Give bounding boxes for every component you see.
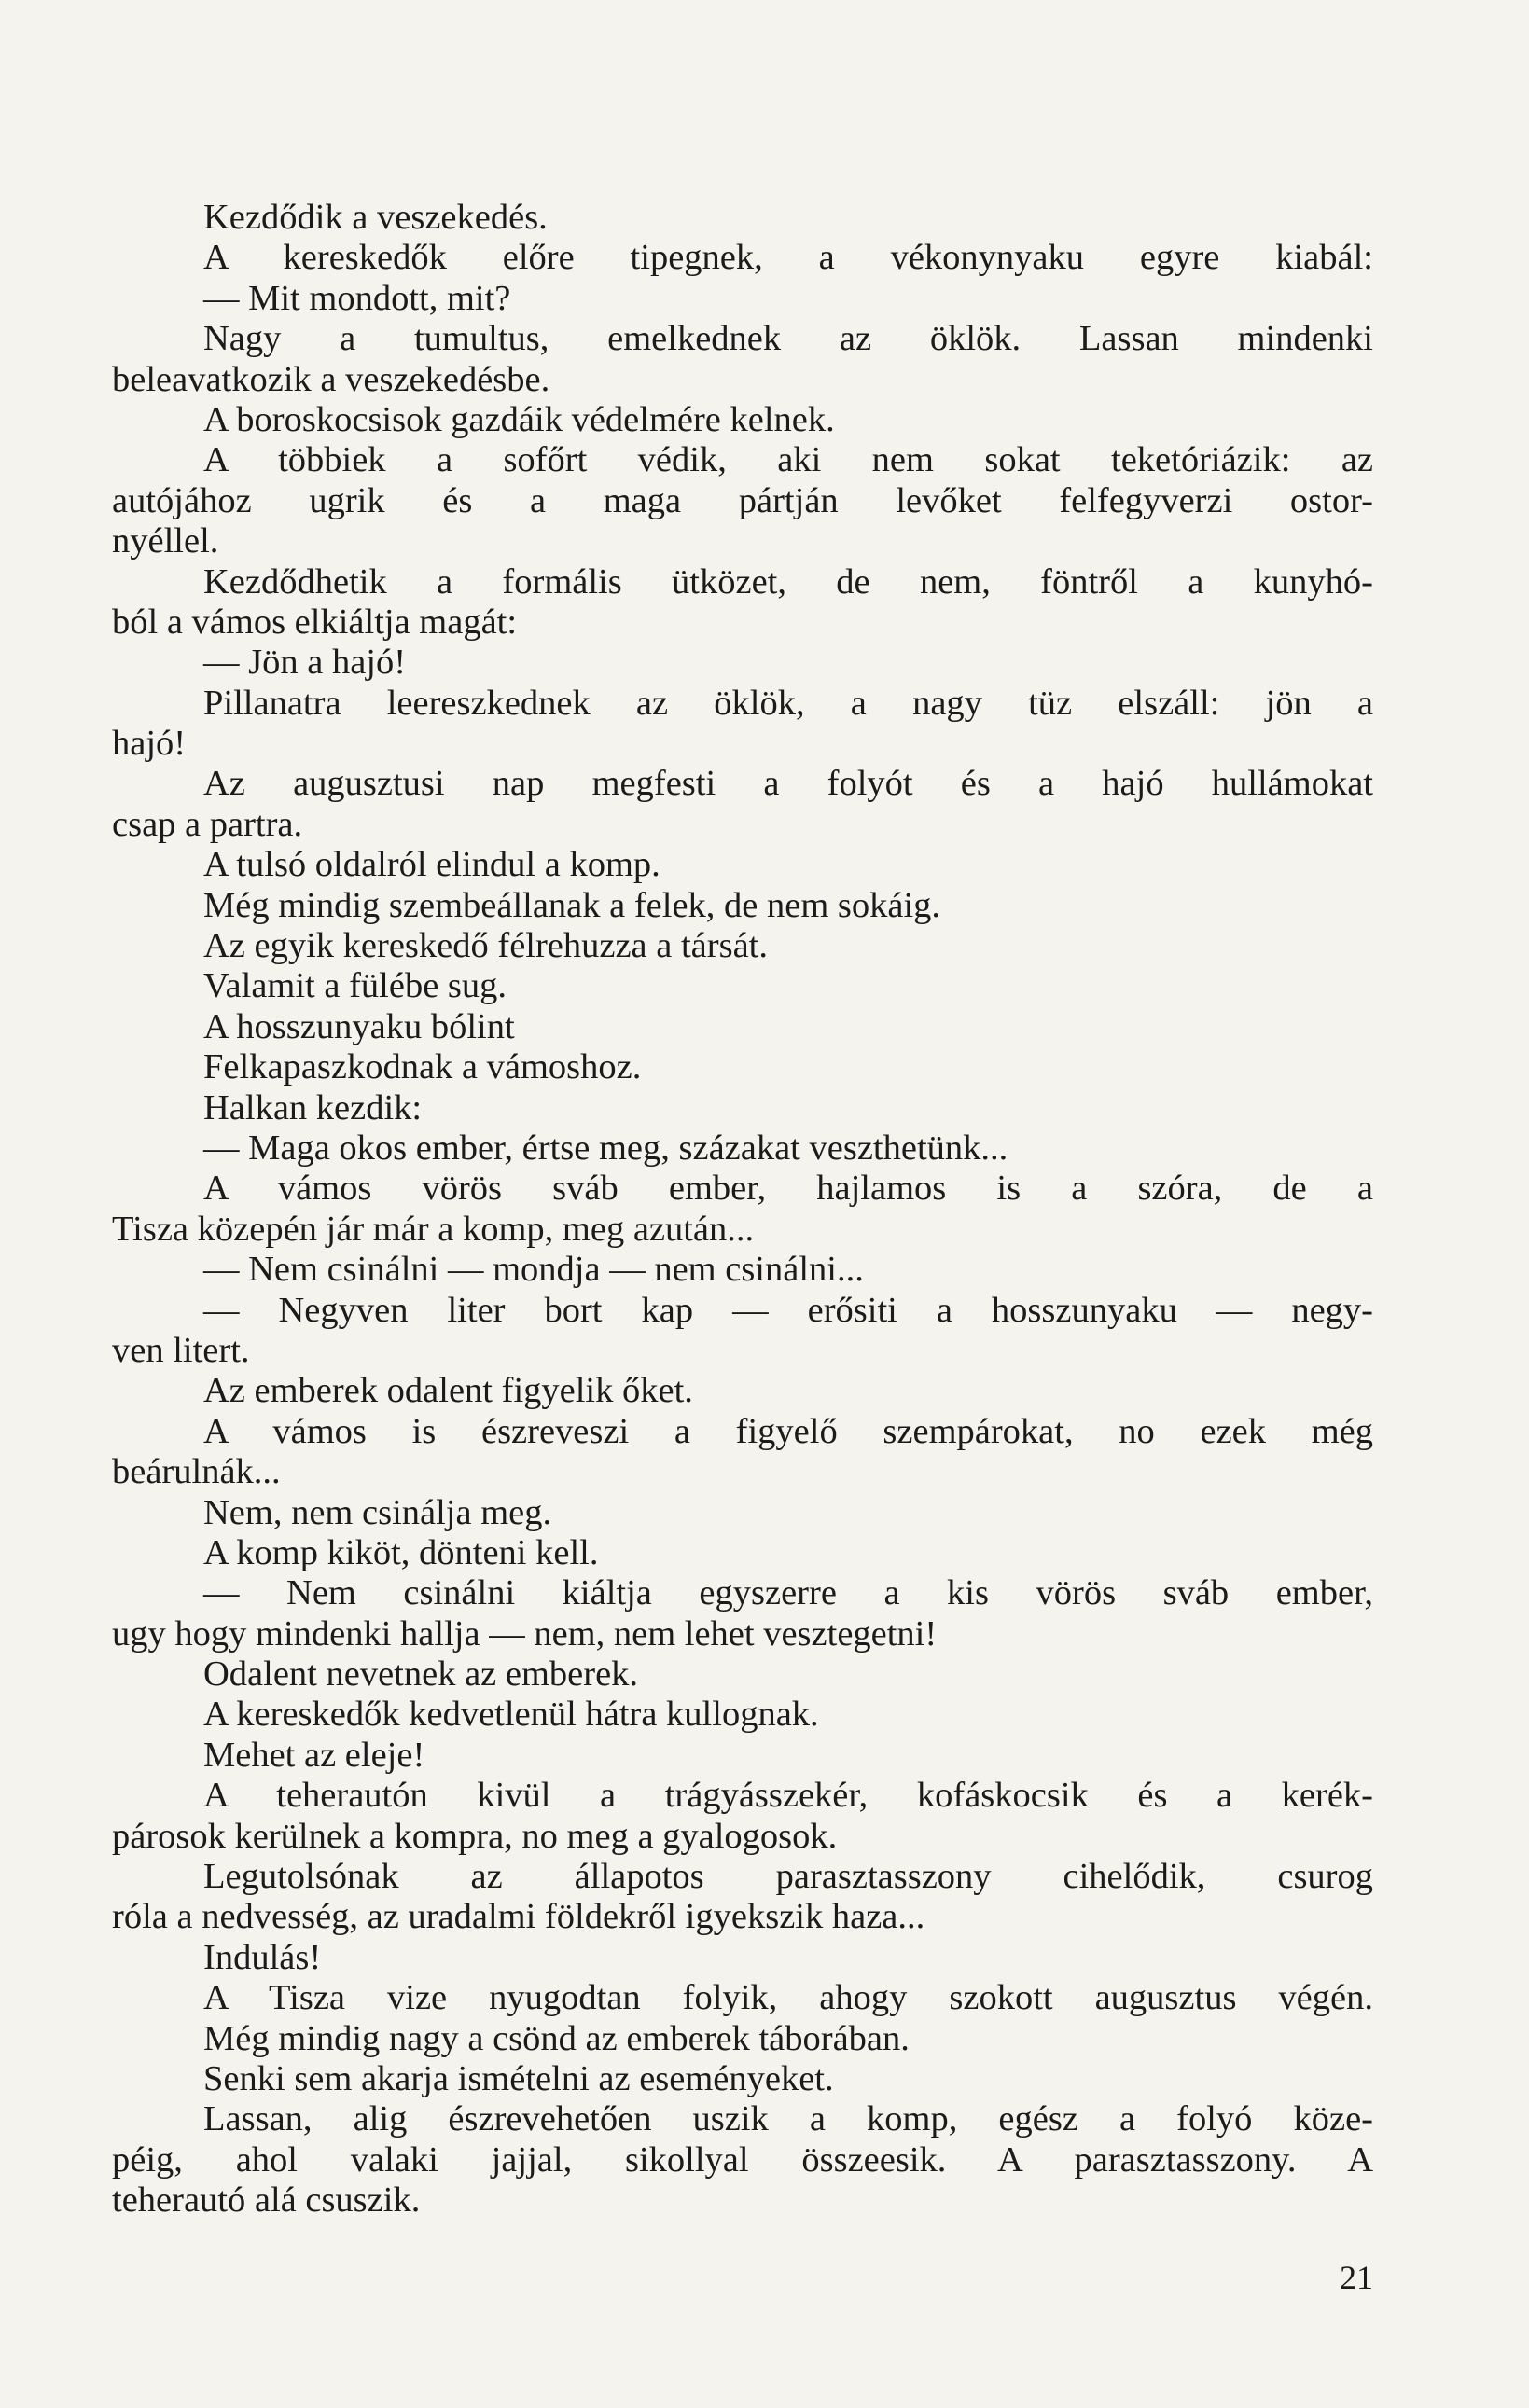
text-line: A kereskedők kedvetlenül hátra kullognak.: [203, 1695, 819, 1735]
text-line: A vámos vörös sváb ember, hajlamos is a szóra, de a: [203, 1169, 1373, 1209]
text-line: A boroskocsisok gazdáik védelmére kelnek.: [203, 399, 835, 439]
text-line: Odalent nevetnek az emberek.: [203, 1654, 639, 1695]
text-line: Nem, nem csinálja meg.: [203, 1492, 552, 1532]
text-line: hajó!: [112, 724, 187, 764]
text-line: ugy hogy mindenki hallja — nem, nem lehet vesztegetni!: [112, 1613, 938, 1654]
text-line: teherautó alá csuszik.: [112, 2180, 421, 2221]
text-line: A tulsó oldalról elindul a komp.: [203, 845, 660, 885]
text-line: — Nem csinálni kiáltja egyszerre a kis vörös sváb ember,: [203, 1573, 1373, 1613]
text-line: beleavatkozik a veszekedésbe.: [112, 359, 550, 399]
text-line: Pillanatra leereszkednek az öklök, a nagy tüz elszáll: jön a: [203, 683, 1373, 723]
text-line: Az emberek odalent figyelik őket.: [203, 1371, 693, 1411]
text-line: Valamit a fülébe sug.: [203, 966, 507, 1006]
text-line: A teherautón kivül a trágyásszekér, kofáskocsik és a kerék-: [203, 1776, 1373, 1816]
text-line: — Nem csinálni — mondja — nem csinálni...: [203, 1250, 864, 1290]
text-line: csap a partra.: [112, 804, 303, 844]
text-line: A komp kiköt, dönteni kell.: [203, 1532, 599, 1572]
text-line: A hosszunyaku bólint: [203, 1006, 515, 1046]
text-line: Tisza közepén jár már a komp, meg azután...: [112, 1209, 755, 1249]
text-line: péig, ahol valaki jajjal, sikollyal összeesik. A parasztasszony. A: [112, 2139, 1373, 2180]
text-line: A többiek a sofőrt védik, aki nem sokat teketóriázik: az: [203, 440, 1373, 480]
text-line: Lassan, alig észrevehetően uszik a komp, egész a folyó köze-: [203, 2099, 1373, 2139]
text-line: A Tisza vize nyugodtan folyik, ahogy szokott augusztus végén.: [203, 1978, 1373, 2018]
text-line: Kezdődhetik a formális ütközet, de nem, föntről a kunyhó-: [203, 561, 1373, 602]
text-line: — Jön a hajó!: [203, 643, 407, 683]
text-line: Senki sem akarja ismételni az eseményeket.: [203, 2058, 834, 2098]
text-line: Kezdődik a veszekedés.: [203, 198, 548, 237]
text-line: autójához ugrik és a maga pártján levőket felfegyverzi ostor-: [112, 480, 1373, 520]
text-line: Az augusztusi nap megfesti a folyót és a hajó hullámokat: [203, 764, 1373, 804]
text-line: Indulás!: [203, 1937, 322, 1977]
text-line: Mehet az eleje!: [203, 1735, 425, 1775]
page-text: [112, 198, 1373, 2221]
text-line: Még mindig nagy a csönd az emberek táborában.: [203, 2018, 910, 2058]
text-line: ven litert.: [112, 1330, 250, 1370]
text-line: Az egyik kereskedő félrehuzza a társát.: [203, 926, 768, 966]
text-line: párosok kerülnek a kompra, no meg a gyalogosok.: [112, 1816, 838, 1856]
text-line: Halkan kezdik:: [203, 1087, 423, 1128]
text-line: A kereskedők előre tipegnek, a vékonynyaku egyre kiabál:: [203, 238, 1373, 278]
text-line: Még mindig szembeállanak a felek, de nem sokáig.: [203, 885, 941, 925]
text-line: — Maga okos ember, értse meg, százakat veszthetünk...: [203, 1128, 1008, 1168]
text-line: nyéllel.: [112, 521, 219, 561]
text-line: Felkapaszkodnak a vámoshoz.: [203, 1047, 642, 1087]
text-line: Nagy a tumultus, emelkednek az öklök. Lassan mindenki: [203, 319, 1373, 359]
text-line: beárulnák...: [112, 1452, 281, 1492]
text-line: A vámos is észreveszi a figyelő szempárokat, no ezek még: [203, 1411, 1373, 1451]
page-number: 21: [1340, 2259, 1373, 2296]
text-line: — Negyven liter bort kap — erősiti a hosszunyaku — negy-: [203, 1290, 1373, 1330]
text-line: — Mit mondott, mit?: [203, 278, 511, 318]
text-line: ból a vámos elkiáltja magát:: [112, 602, 518, 642]
text-line: róla a nedvesség, az uradalmi földekről igyekszik haza...: [112, 1897, 925, 1937]
text-line: Legutolsónak az állapotos parasztasszony cihelődik, csurog: [203, 1857, 1373, 1897]
